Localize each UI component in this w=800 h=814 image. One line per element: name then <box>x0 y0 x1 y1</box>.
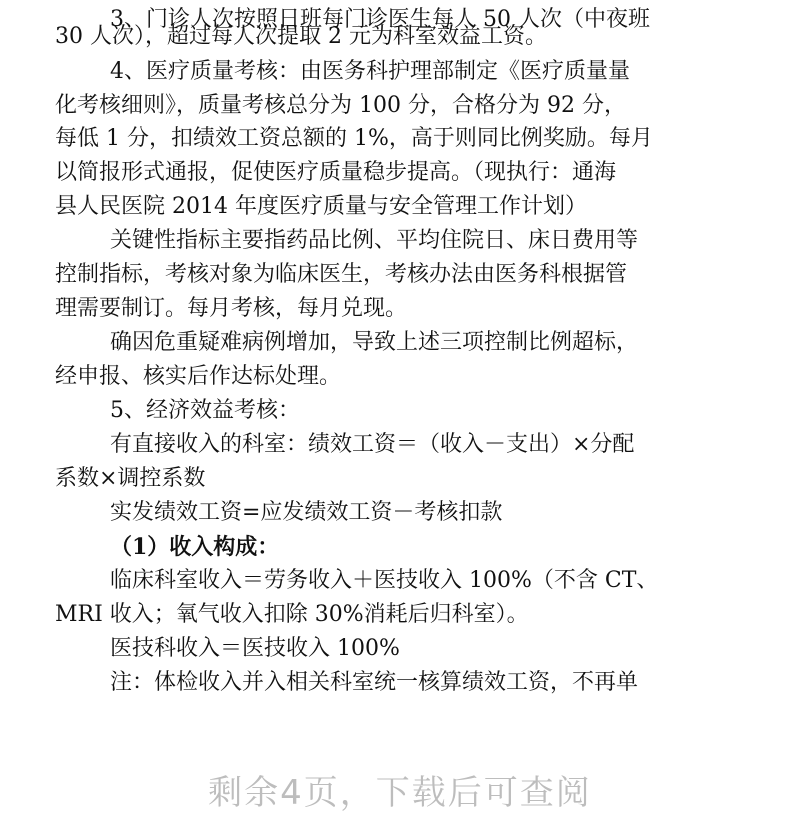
paragraph-line: 注：体检收入并入相关科室统一核算绩效工资，不再单 <box>110 670 639 695</box>
paragraph-line: 经申报、核实后作达标处理。 <box>55 364 342 389</box>
paragraph-line: 系数×调控系数 <box>55 466 206 491</box>
paragraph-line: 实发绩效工资=应发绩效工资－考核扣款 <box>110 500 503 525</box>
paragraph-line: 理需要制订。每月考核，每月兑现。 <box>55 296 408 321</box>
section-heading: 5、经济效益考核： <box>110 398 300 423</box>
remaining-pages-banner[interactable]: 剩余4页，下载后可查阅 <box>208 773 592 813</box>
subsection-heading: （1）收入构成： <box>110 534 280 560</box>
paragraph-line: 医技科收入＝医技收入 100% <box>110 636 400 661</box>
paragraph-line: 化考核细则》，质量考核总分为 100 分，合格分为 92 分， <box>55 93 626 118</box>
paragraph-line: 县人民医院 2014 年度医疗质量与安全管理工作计划） <box>55 194 587 219</box>
paragraph-line: 有直接收入的科室：绩效工资＝（收入－支出）×分配 <box>110 432 635 457</box>
paragraph-line: 每低 1 分，扣绩效工资总额的 1%，高于则同比例奖励。每月 <box>55 126 653 151</box>
paragraph-line: 以简报形式通报，促使医疗质量稳步提高。（现执行：通海 <box>55 160 617 185</box>
paragraph-line: 4、医疗质量考核：由医务科护理部制定《医疗质量量 <box>110 59 630 84</box>
paragraph-line: 3、门诊人次按照日班每门诊医生每人 50 人次（中夜班 <box>110 7 650 32</box>
paragraph-line: 关键性指标主要指药品比例、平均住院日、床日费用等 <box>110 228 639 253</box>
paragraph-line: 临床科室收入＝劳务收入＋医技收入 100%（不含 CT、 <box>110 568 659 593</box>
paragraph-line: MRI 收入；氧气收入扣除 30%消耗后归科室）。 <box>55 602 529 627</box>
paragraph-line: 控制指标，考核对象为临床医生，考核办法由医务科根据管 <box>55 262 628 287</box>
paragraph-line: 确因危重疑难病例增加，导致上述三项控制比例超标， <box>110 330 639 355</box>
paragraph-line: 30 人次），超过每人次提取 2 元为科室效益工资。 <box>55 24 547 49</box>
